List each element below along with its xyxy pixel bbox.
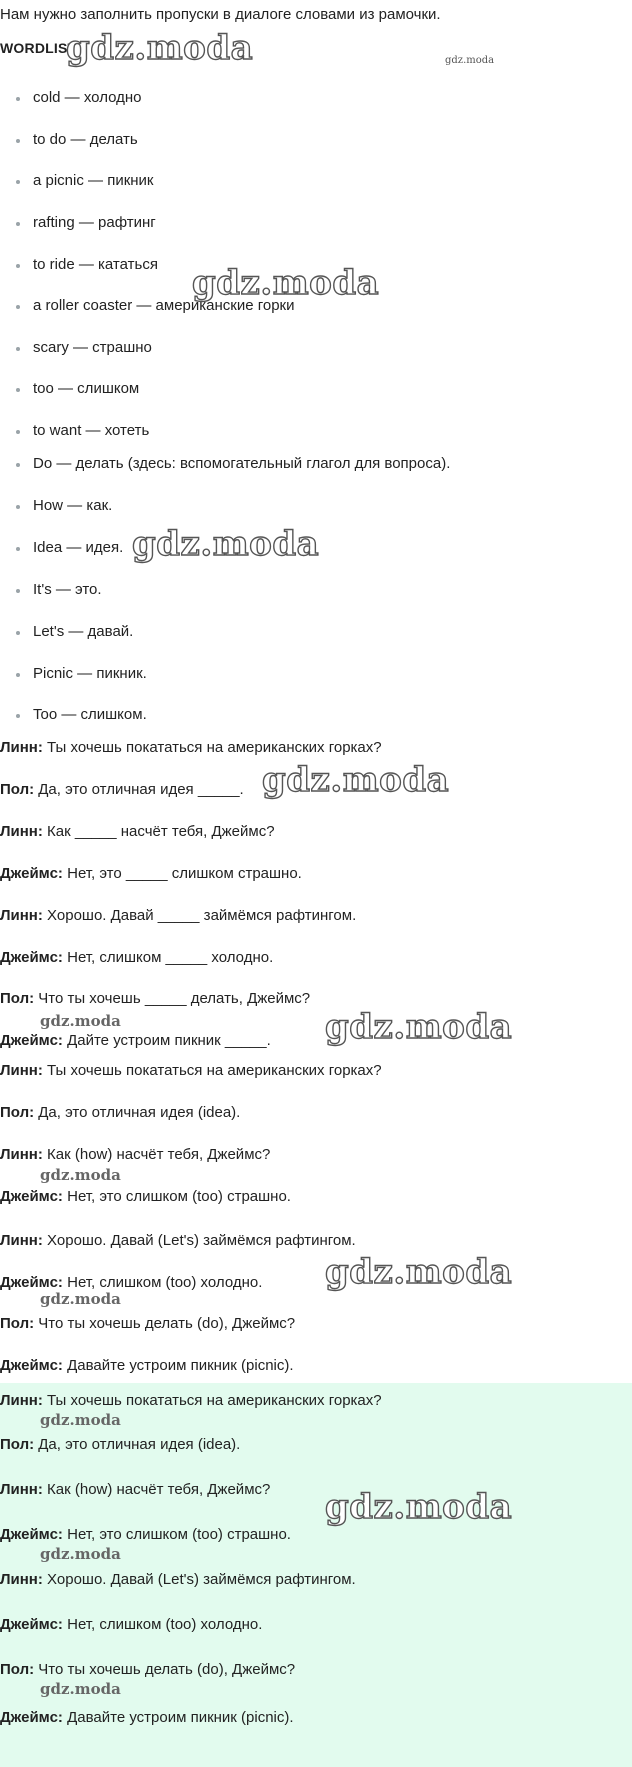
speaker-name: Линн:	[0, 1571, 43, 1588]
dialogue-line: Джеймс: Давайте устроим пикник (picnic).	[0, 1357, 294, 1374]
speaker-name: Джеймс:	[0, 1032, 63, 1049]
bullet-icon	[16, 388, 20, 392]
watermark: gdz.moda	[66, 28, 254, 68]
bullet-icon	[16, 714, 20, 718]
bullet-icon	[16, 547, 20, 551]
speaker-name: Линн:	[0, 739, 43, 756]
bullet-icon	[16, 673, 20, 677]
dialogue-line: Пол: Да, это отличная идея _____.	[0, 781, 244, 798]
speaker-name: Линн:	[0, 1062, 43, 1079]
speaker-name: Пол:	[0, 1661, 35, 1678]
answer-line: Пол: Да, это отличная идея (idea).	[0, 1436, 241, 1453]
speaker-name: Линн:	[0, 1392, 43, 1409]
answer-line: Джеймс: Нет, это слишком (too) страшно.	[0, 1526, 291, 1543]
watermark: gdz.moda	[40, 1411, 121, 1429]
dialogue-line: Джеймс: Нет, слишком (too) холодно.	[0, 1274, 263, 1291]
speaker-name: Пол:	[0, 781, 35, 798]
dialogue-line: Линн: Как (how) насчёт тебя, Джеймс?	[0, 1146, 271, 1163]
answer-line: Джеймс: Нет, слишком (too) холодно.	[0, 1616, 263, 1633]
watermark: gdz.moda	[325, 1007, 513, 1047]
watermark: gdz.moda	[262, 760, 450, 800]
wordlist-heading: WORDLIST	[0, 40, 77, 56]
watermark: gdz.moda	[40, 1166, 121, 1184]
dialogue-line: Пол: Что ты хочешь делать (do), Джеймс?	[0, 1315, 296, 1332]
answer-line: Линн: Хорошо. Давай (Let's) займёмся рафтингом.	[0, 1571, 356, 1588]
dialogue-line: Джеймс: Нет, это слишком (too) страшно.	[0, 1188, 291, 1205]
bullet-icon	[16, 347, 20, 351]
speaker-name: Джеймс:	[0, 1526, 63, 1543]
watermark: gdz.moda	[325, 1487, 513, 1527]
dialogue-line: Линн: Хорошо. Давай (Let's) займёмся рафтингом.	[0, 1232, 356, 1249]
speaker-name: Линн:	[0, 1146, 43, 1163]
speaker-name: Линн:	[0, 1232, 43, 1249]
speaker-name: Линн:	[0, 1481, 43, 1498]
watermark: gdz.moda	[40, 1290, 121, 1308]
speaker-name: Джеймс:	[0, 1357, 63, 1374]
speaker-name: Джеймс:	[0, 1616, 63, 1633]
dialogue-line: Линн: Как _____ насчёт тебя, Джеймс?	[0, 823, 275, 840]
bullet-icon	[16, 305, 20, 309]
watermark: gdz.moda	[40, 1012, 121, 1030]
answer-line: Линн: Ты хочешь покататься на американских горках?	[0, 1392, 382, 1409]
speaker-name: Линн:	[0, 823, 43, 840]
dialogue-line: Пол: Что ты хочешь _____ делать, Джеймс?	[0, 990, 311, 1007]
speaker-name: Пол:	[0, 1315, 35, 1332]
speaker-name: Джеймс:	[0, 865, 63, 882]
answer-line: Джеймс: Давайте устроим пикник (picnic).	[0, 1709, 294, 1726]
task-intro: Нам нужно заполнить пропуски в диалоге словами из рамочки.	[0, 6, 441, 23]
speaker-name: Пол:	[0, 1436, 35, 1453]
answer-line: Пол: Что ты хочешь делать (do), Джеймс?	[0, 1661, 296, 1678]
speaker-name: Джеймс:	[0, 949, 63, 966]
speaker-name: Джеймс:	[0, 1188, 63, 1205]
bullet-icon	[16, 139, 20, 143]
speaker-name: Пол:	[0, 990, 35, 1007]
answer-line: Линн: Как (how) насчёт тебя, Джеймс?	[0, 1481, 271, 1498]
bullet-icon	[16, 463, 20, 467]
watermark: gdz.moda	[445, 55, 495, 66]
dialogue-line: Джеймс: Нет, слишком _____ холодно.	[0, 949, 274, 966]
dialogue-line: Линн: Хорошо. Давай _____ займёмся рафтингом.	[0, 907, 357, 924]
watermark: gdz.moda	[325, 1252, 513, 1292]
speaker-name: Джеймс:	[0, 1274, 63, 1291]
bullet-icon	[16, 97, 20, 101]
speaker-name: Джеймс:	[0, 1709, 63, 1726]
bullet-icon	[16, 264, 20, 268]
watermark: gdz.moda	[192, 263, 380, 303]
dialogue-line: Джеймс: Дайте устроим пикник _____.	[0, 1032, 271, 1049]
watermark: gdz.moda	[40, 1545, 121, 1563]
bullet-icon	[16, 589, 20, 593]
bullet-icon	[16, 222, 20, 226]
speaker-name: Пол:	[0, 1104, 35, 1121]
watermark: gdz.moda	[132, 524, 320, 564]
watermark: gdz.moda	[40, 1680, 121, 1698]
speaker-name: Линн:	[0, 907, 43, 924]
dialogue-line: Джеймс: Нет, это _____ слишком страшно.	[0, 865, 302, 882]
bullet-icon	[16, 180, 20, 184]
dialogue-line: Линн: Ты хочешь покататься на американских горках?	[0, 1062, 382, 1079]
dialogue-line: Пол: Да, это отличная идея (idea).	[0, 1104, 241, 1121]
dialogue-line: Линн: Ты хочешь покататься на американских горках?	[0, 739, 382, 756]
bullet-icon	[16, 631, 20, 635]
bullet-icon	[16, 430, 20, 434]
wordlist: cold — холодно to do — делать a picnic — пикник rafting — рафтинг to ride — кататься a roller coaster — американские горки scary — страшно too — слишком to want — хотеть Do — делать (здесь: вспомогательный глагол для вопроса). How — как. Idea — идея. It's — это. Let's — давай. Picnic — пикник. Too — слишком.	[0, 0, 632, 740]
bullet-icon	[16, 505, 20, 509]
